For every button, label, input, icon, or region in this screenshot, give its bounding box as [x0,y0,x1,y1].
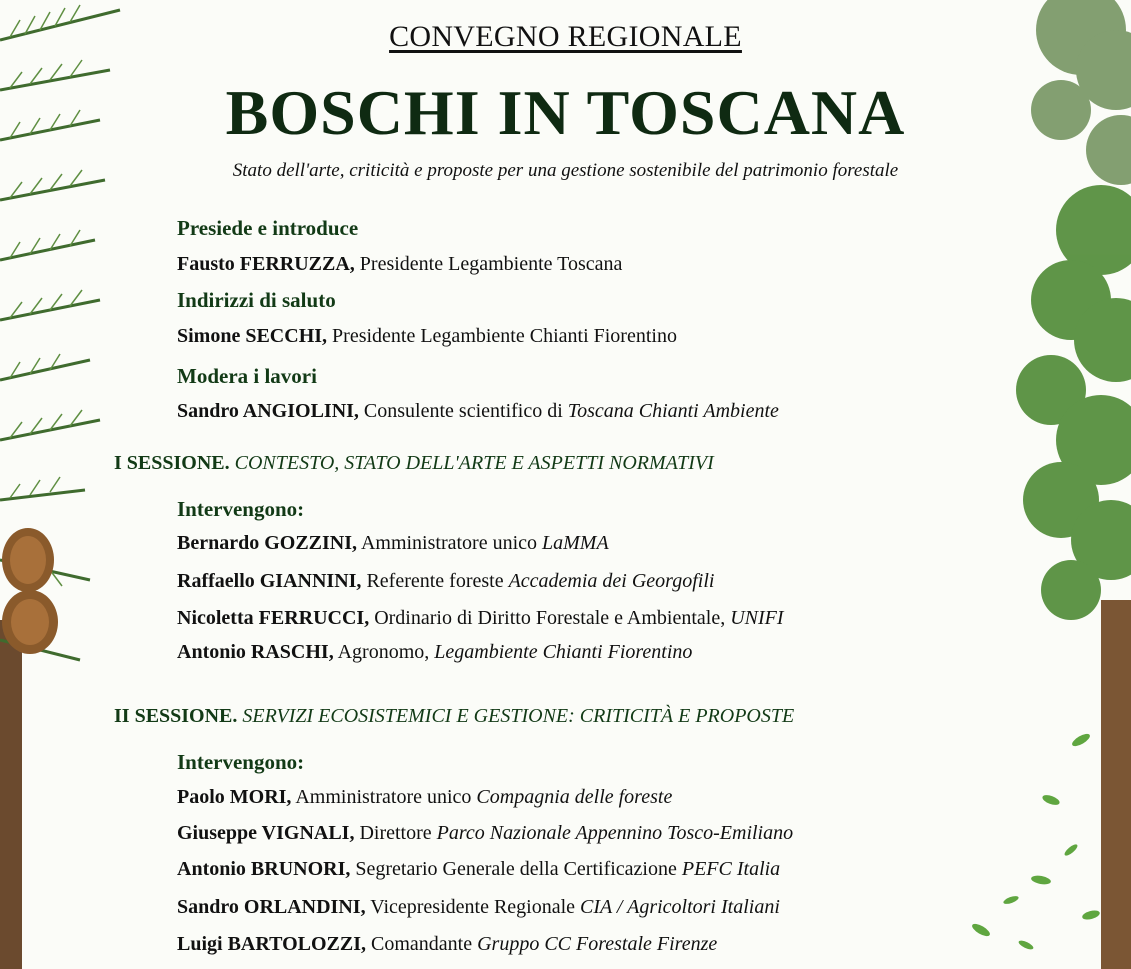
session-2-speakers-heading: Intervengono: [177,750,305,774]
modera-heading: Modera i lavori [177,364,317,388]
falling-leaves-decoration [970,732,1100,952]
speaker-name: Sandro ANGIOLINI, [177,400,359,422]
speaker-org: PEFC Italia [681,858,781,880]
speaker-role: Ordinario di Diritto Forestale e Ambientale, [374,607,726,629]
speaker-org: CIA / Agricoltori Italiani [580,896,780,918]
speaker-name: Fausto FERRUZZA, [177,253,355,275]
speaker-org: Legambiente Chianti Fiorentino [434,641,693,663]
list-item [177,641,692,664]
speaker-role: Presidente Legambiente Toscana [359,253,623,275]
speaker-role: Referente foreste [366,570,504,592]
speaker-org: Parco Nazionale Appennino Tosco-Emiliano [436,822,794,844]
speaker-name: Paolo MORI, [177,786,292,808]
event-tagline: Stato dell'arte, criticità e proposte per una gestione sostenibile del patrimonio forestale [232,160,899,181]
speaker-name: Bernardo GOZZINI, [177,532,358,554]
speaker-role: Consulente scientifico di [363,400,563,422]
session-title: SERVIZI ECOSISTEMICI E GESTIONE: CRITICITÀ E PROPOSTE [242,705,795,727]
event-title: BOSCHI IN TOSCANA [225,77,906,148]
speaker-org: Accademia dei Georgofili [508,570,715,592]
speaker-name: Simone SECCHI, [177,325,328,347]
speaker-role: Vicepresidente Regionale [370,896,576,918]
speaker-org: Compagnia delle foreste [476,786,673,808]
speaker-org: LaMMA [542,532,609,554]
list-item [177,822,793,845]
session-label: I SESSIONE. [114,452,230,474]
speaker-role: Agronomo, [337,641,430,663]
saluto-heading: Indirizzi di saluto [177,288,336,312]
list-item [177,896,780,919]
presiede-entry [177,253,622,276]
speaker-name: Sandro ORLANDINI, [177,896,366,918]
speaker-name: Antonio RASCHI, [177,641,334,663]
speaker-role: Presidente Legambiente Chianti Fiorentino [332,325,677,347]
speaker-name: Nicoletta FERRUCCI, [177,607,370,629]
list-item [177,933,717,956]
presiede-heading: Presiede e introduce [177,216,359,240]
speaker-name: Giuseppe VIGNALI, [177,822,355,844]
saluto-entry [177,325,677,348]
speaker-role: Segretario Generale della Certificazione [355,858,677,880]
list-item [177,858,780,881]
speaker-org: Gruppo CC Forestale Firenze [477,933,718,955]
modera-entry [177,400,779,423]
session-label: II SESSIONE. [114,705,238,727]
session-2-heading [114,705,794,728]
list-item [177,532,609,555]
speaker-role: Amministratore unico [360,532,538,554]
session-1-heading [114,452,714,475]
list-item [177,607,784,630]
speaker-org: UNIFI [730,607,784,629]
pinecone-icon [2,528,58,654]
event-kicker: CONVEGNO REGIONALE [389,20,742,53]
speaker-name: Luigi BARTOLOZZI, [177,933,366,955]
session-title: CONTESTO, STATO DELL'ARTE E ASPETTI NORMATIVI [234,452,714,474]
speaker-name: Raffaello GIANNINI, [177,570,362,592]
speaker-role: Direttore [359,822,432,844]
list-item [177,570,714,593]
speaker-role: Amministratore unico [295,786,472,808]
session-1-speakers-heading: Intervengono: [177,497,305,521]
speaker-name: Antonio BRUNORI, [177,858,351,880]
list-item [177,786,672,809]
speaker-role: Comandante [371,933,473,955]
speaker-org: Toscana Chianti Ambiente [567,400,779,422]
